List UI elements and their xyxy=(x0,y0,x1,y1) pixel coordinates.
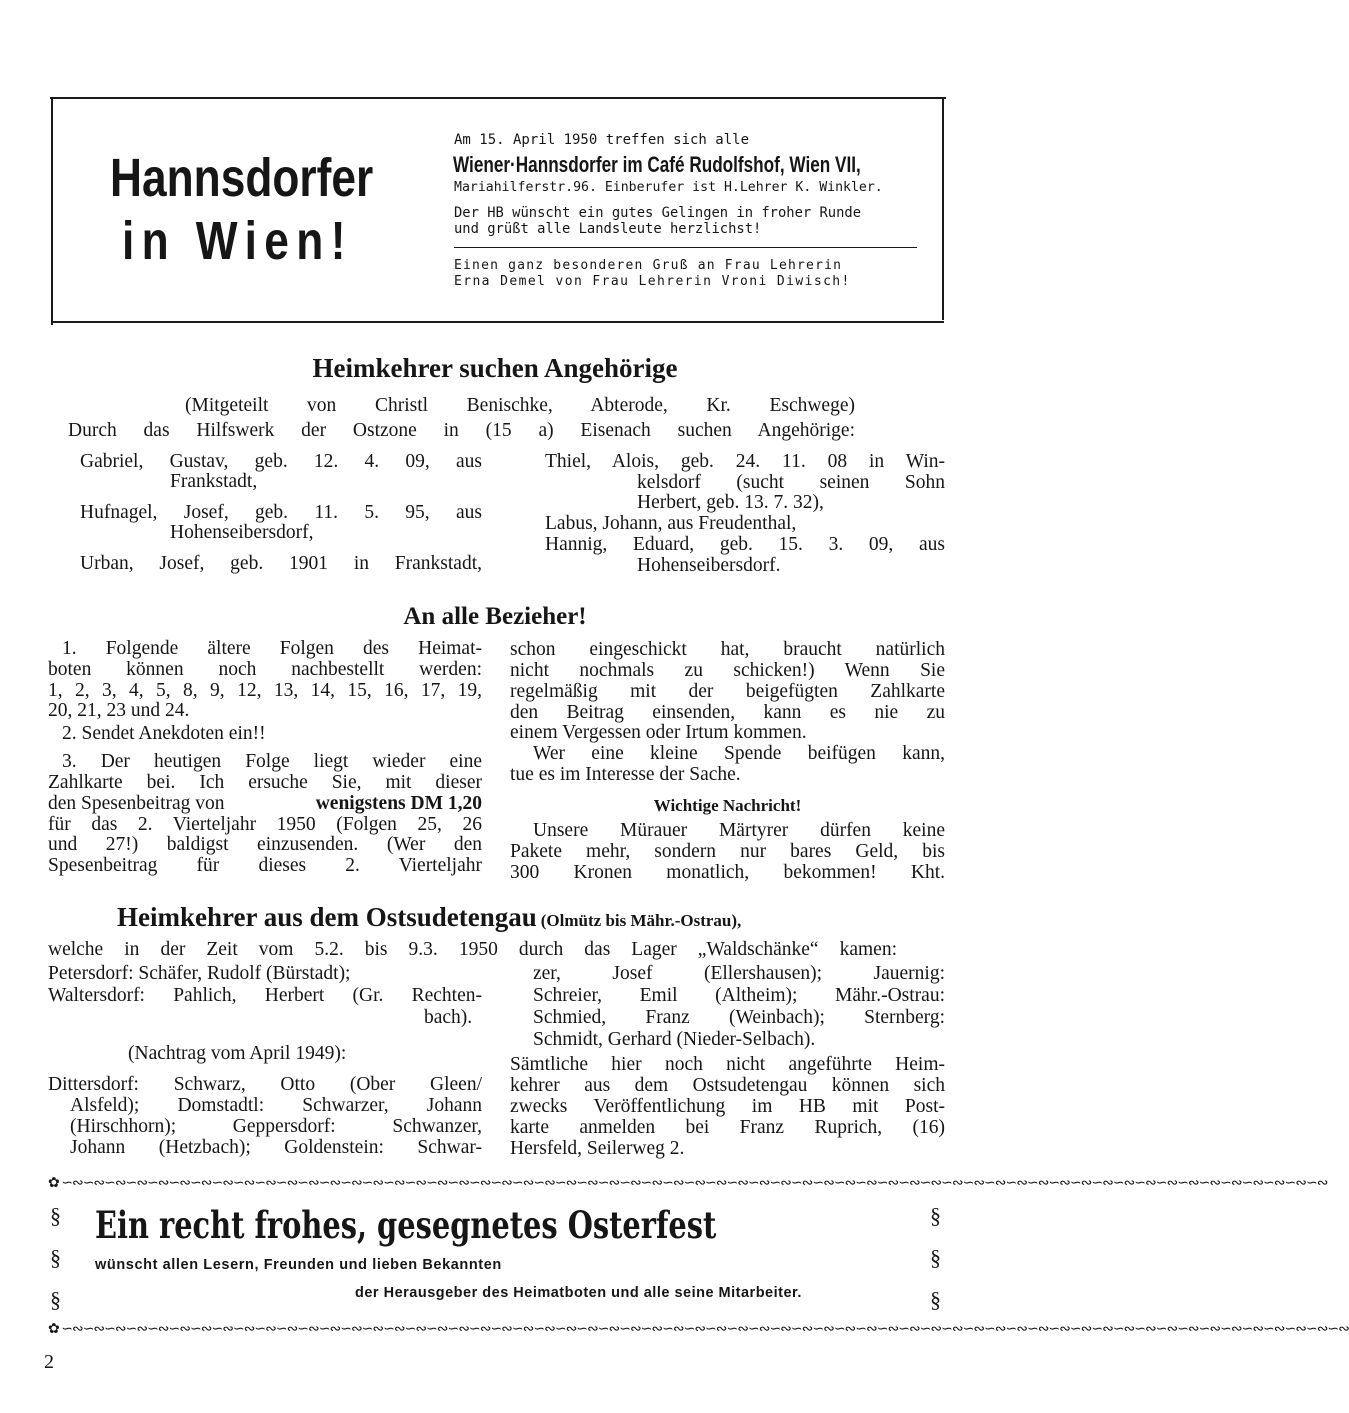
returnee-entry: Schmied, Franz (Weinbach); Sternberg: xyxy=(533,1007,945,1028)
section-title-angehoerige: Heimkehrer suchen Angehörige xyxy=(312,353,678,383)
returnee-entry: Johann (Hetzbach); Goldenstein: Schwar- xyxy=(70,1137,482,1158)
text-line: zwecks Veröffentlichung im HB mit Post- xyxy=(510,1096,945,1117)
text-line: 300 Kronen monatlich, bekommen! Kht. xyxy=(510,862,945,883)
section-title-ostsudetengau xyxy=(117,902,741,933)
returnee-entry: Petersdorf: Schäfer, Rudolf (Bürstadt); xyxy=(48,963,351,984)
box-line: Mariahilferstr.96. Einberufer ist H.Lehrer K. Winkler. xyxy=(454,180,883,195)
box-inner-rule xyxy=(454,247,917,248)
easter-line1: wünscht allen Lesern, Freunden und lieben Bekannten xyxy=(95,1257,502,1273)
text-line: Wer eine kleine Spende beifügen kann, xyxy=(533,743,945,764)
box-line: und grüßt alle Landsleute herzlichst! xyxy=(454,221,762,237)
text-line: Zahlkarte bei. Ich ersuche Sie, mit dieser xyxy=(48,772,482,793)
search-entry: Labus, Johann, aus Freudenthal, xyxy=(545,513,797,534)
text-line: und 27!) baldigst einzusenden. (Wer den xyxy=(48,834,482,855)
box-top-rule xyxy=(50,97,946,99)
text-line: nicht nochmals zu schicken!) Wenn Sie xyxy=(510,660,945,681)
box-bottom-rule xyxy=(52,321,944,323)
section-title-bezieher: An alle Bezieher! xyxy=(403,603,587,630)
text-line: regelmäßig mit der beigefügten Zahlkarte xyxy=(510,681,945,702)
search-entry: Gabriel, Gustav, geb. 12. 4. 09, aus xyxy=(80,451,482,472)
ornament-border-left: § § § xyxy=(50,1203,61,1312)
section-title: Heimkehrer aus dem Ostsudetengau xyxy=(117,902,537,932)
amount-emphasis: wenigstens DM 1,20 xyxy=(315,793,482,814)
search-entry: kelsdorf (sucht seinen Sohn xyxy=(637,472,945,493)
text-line: Spesenbeitrag für dieses 2. Vierteljahr xyxy=(48,855,482,876)
text-line: Hersfeld, Seilerweg 2. xyxy=(510,1138,685,1159)
text-line: Sämtliche hier noch nicht angeführte Heim- xyxy=(510,1054,945,1075)
intro-line: Durch das Hilfswerk der Ostzone in (15 a) Eisenach suchen Angehörige: xyxy=(68,420,855,441)
box-line: Am 15. April 1950 treffen sich alle xyxy=(454,132,750,148)
returnee-entry: bach). xyxy=(424,1007,473,1028)
search-entry: Frankstadt, xyxy=(170,471,258,492)
returnee-entry: Dittersdorf: Schwarz, Otto (Ober Gleen/ xyxy=(48,1074,482,1095)
intro-line: welche in der Zeit vom 5.2. bis 9.3. 1950 durch das Lager „Waldschänke“ kamen: xyxy=(48,939,897,960)
search-entry: Hannig, Eduard, geb. 15. 3. 09, aus xyxy=(545,534,945,555)
box-title-line2: in Wien! xyxy=(122,211,353,271)
search-entry: Hohenseibersdorf, xyxy=(170,522,314,543)
box-left-rule xyxy=(51,98,53,325)
search-entry: Hohenseibersdorf. xyxy=(637,555,781,576)
ornament-border-right: § § § xyxy=(930,1203,941,1312)
search-entry: Urban, Josef, geb. 1901 in Frankstadt, xyxy=(80,553,482,574)
text-line: boten können noch nachbestellt werden: xyxy=(48,659,482,680)
text-line: den Beitrag einsenden, kann es nie zu xyxy=(510,702,945,723)
ornament-border-bottom: ✿ ∽∾∽∾∽∾∽∾∽∾∽∾∽∾∽∾∽∾∽∾∽∾∽∾∽∾∽∾∽∾∽∾∽∾∽∾∽∾∽∾∽∾∽∾∽∾∽∾∽∾∽∾∽∾∽∾∽∾∽∾∽∾∽∾∽∾∽∾∽∾∽∾∽∾∽∾∽∾∽∾∽∾∽∾∽∾∽∾∽∾∽∾∽∾∽∾∽∾∽∾∽∾∽∾∽∾∽∾∽∾∽∾∽∾∽∾∽∾∽∾ xyxy=(48,1322,1349,1337)
box-greeting-line: Erna Demel von Frau Lehrerin Vroni Diwisch! xyxy=(454,274,851,289)
box-greeting-line: Einen ganz besonderen Gruß an Frau Lehrerin xyxy=(454,258,843,273)
text-line: Unsere Mürauer Märtyrer dürfen keine xyxy=(533,820,945,841)
box-right-rule xyxy=(942,98,944,320)
text-line: 3. Der heutigen Folge liegt wieder eine xyxy=(62,751,482,772)
text-line: tue es im Interesse der Sache. xyxy=(510,764,741,785)
nachtrag-label: (Nachtrag vom April 1949): xyxy=(128,1043,347,1064)
section-subtitle: (Olmütz bis Mähr.-Ostrau), xyxy=(540,911,742,930)
text-line: einem Vergessen oder Irtum kommen. xyxy=(510,722,807,743)
ornament-border-top: ✿ ∽∾∽∾∽∾∽∾∽∾∽∾∽∾∽∾∽∾∽∾∽∾∽∾∽∾∽∾∽∾∽∾∽∾∽∾∽∾∽∾∽∾∽∾∽∾∽∾∽∾∽∾∽∾∽∾∽∾∽∾∽∾∽∾∽∾∽∾∽∾∽∾∽∾∽∾∽∾∽∾∽∾∽∾∽∾∽∾∽∾∽∾∽∾∽∾∽∾∽∾∽∾∽∾∽∾∽∾∽∾∽∾∽∾∽∾∽∾ xyxy=(48,1176,1328,1191)
text-line: 1, 2, 3, 4, 5, 8, 9, 12, 13, 14, 15, 16, 17, 19, xyxy=(48,680,482,701)
text-line: karte anmelden bei Franz Ruprich, (16) xyxy=(510,1117,945,1138)
returnee-entry: Schreier, Emil (Altheim); Mähr.-Ostrau: xyxy=(533,985,945,1006)
text-fragment: den Spesenbeitrag von xyxy=(48,793,225,814)
box-line: Der HB wünscht ein gutes Gelingen in froher Runde xyxy=(454,205,862,221)
text-line: schon eingeschickt hat, braucht natürlich xyxy=(510,639,945,660)
search-entry: Herbert, geb. 13. 7. 32), xyxy=(637,492,824,513)
box-title-line1: Hannsdorfer xyxy=(110,148,374,208)
text-line xyxy=(48,793,482,815)
news-title: Wichtige Nachricht! xyxy=(653,796,802,815)
easter-line2: der Herausgeber des Heimatboten und alle seine Mitarbeiter. xyxy=(355,1285,802,1301)
returnee-entry: zer, Josef (Ellershausen); Jauernig: xyxy=(533,963,945,984)
text-line: Pakete mehr, sondern nur bares Geld, bis xyxy=(510,841,945,862)
search-entry: Thiel, Alois, geb. 24. 11. 08 in Win- xyxy=(545,451,945,472)
text-line: kehrer aus dem Ostsudetengau können sich xyxy=(510,1075,945,1096)
page-number: 2 xyxy=(44,1351,54,1373)
returnee-entry: Schmidt, Gerhard (Nieder-Selbach). xyxy=(533,1029,816,1050)
text-line: 20, 21, 23 und 24. xyxy=(48,700,190,721)
intro-line: (Mitgeteilt von Christl Benischke, Abterode, Kr. Eschwege) xyxy=(185,395,855,416)
text-line: 1. Folgende ältere Folgen des Heimat- xyxy=(62,638,482,659)
search-entry: Hufnagel, Josef, geb. 11. 5. 95, aus xyxy=(80,502,482,523)
returnee-entry: (Hirschhorn); Geppersdorf: Schwanzer, xyxy=(70,1116,482,1137)
text-line: für das 2. Vierteljahr 1950 (Folgen 25, 26 xyxy=(48,814,482,835)
text-line: 2. Sendet Anekdoten ein!! xyxy=(62,723,266,744)
returnee-entry: Waltersdorf: Pahlich, Herbert (Gr. Rechten- xyxy=(48,985,482,1006)
returnee-entry: Alsfeld); Domstadtl: Schwarzer, Johann xyxy=(70,1095,482,1116)
box-line-bold: Wiener·Hannsdorfer im Café Rudolfshof, Wien VII, xyxy=(453,152,861,177)
easter-greeting: Ein recht frohes, gesegnetes Osterfest xyxy=(95,1203,717,1247)
